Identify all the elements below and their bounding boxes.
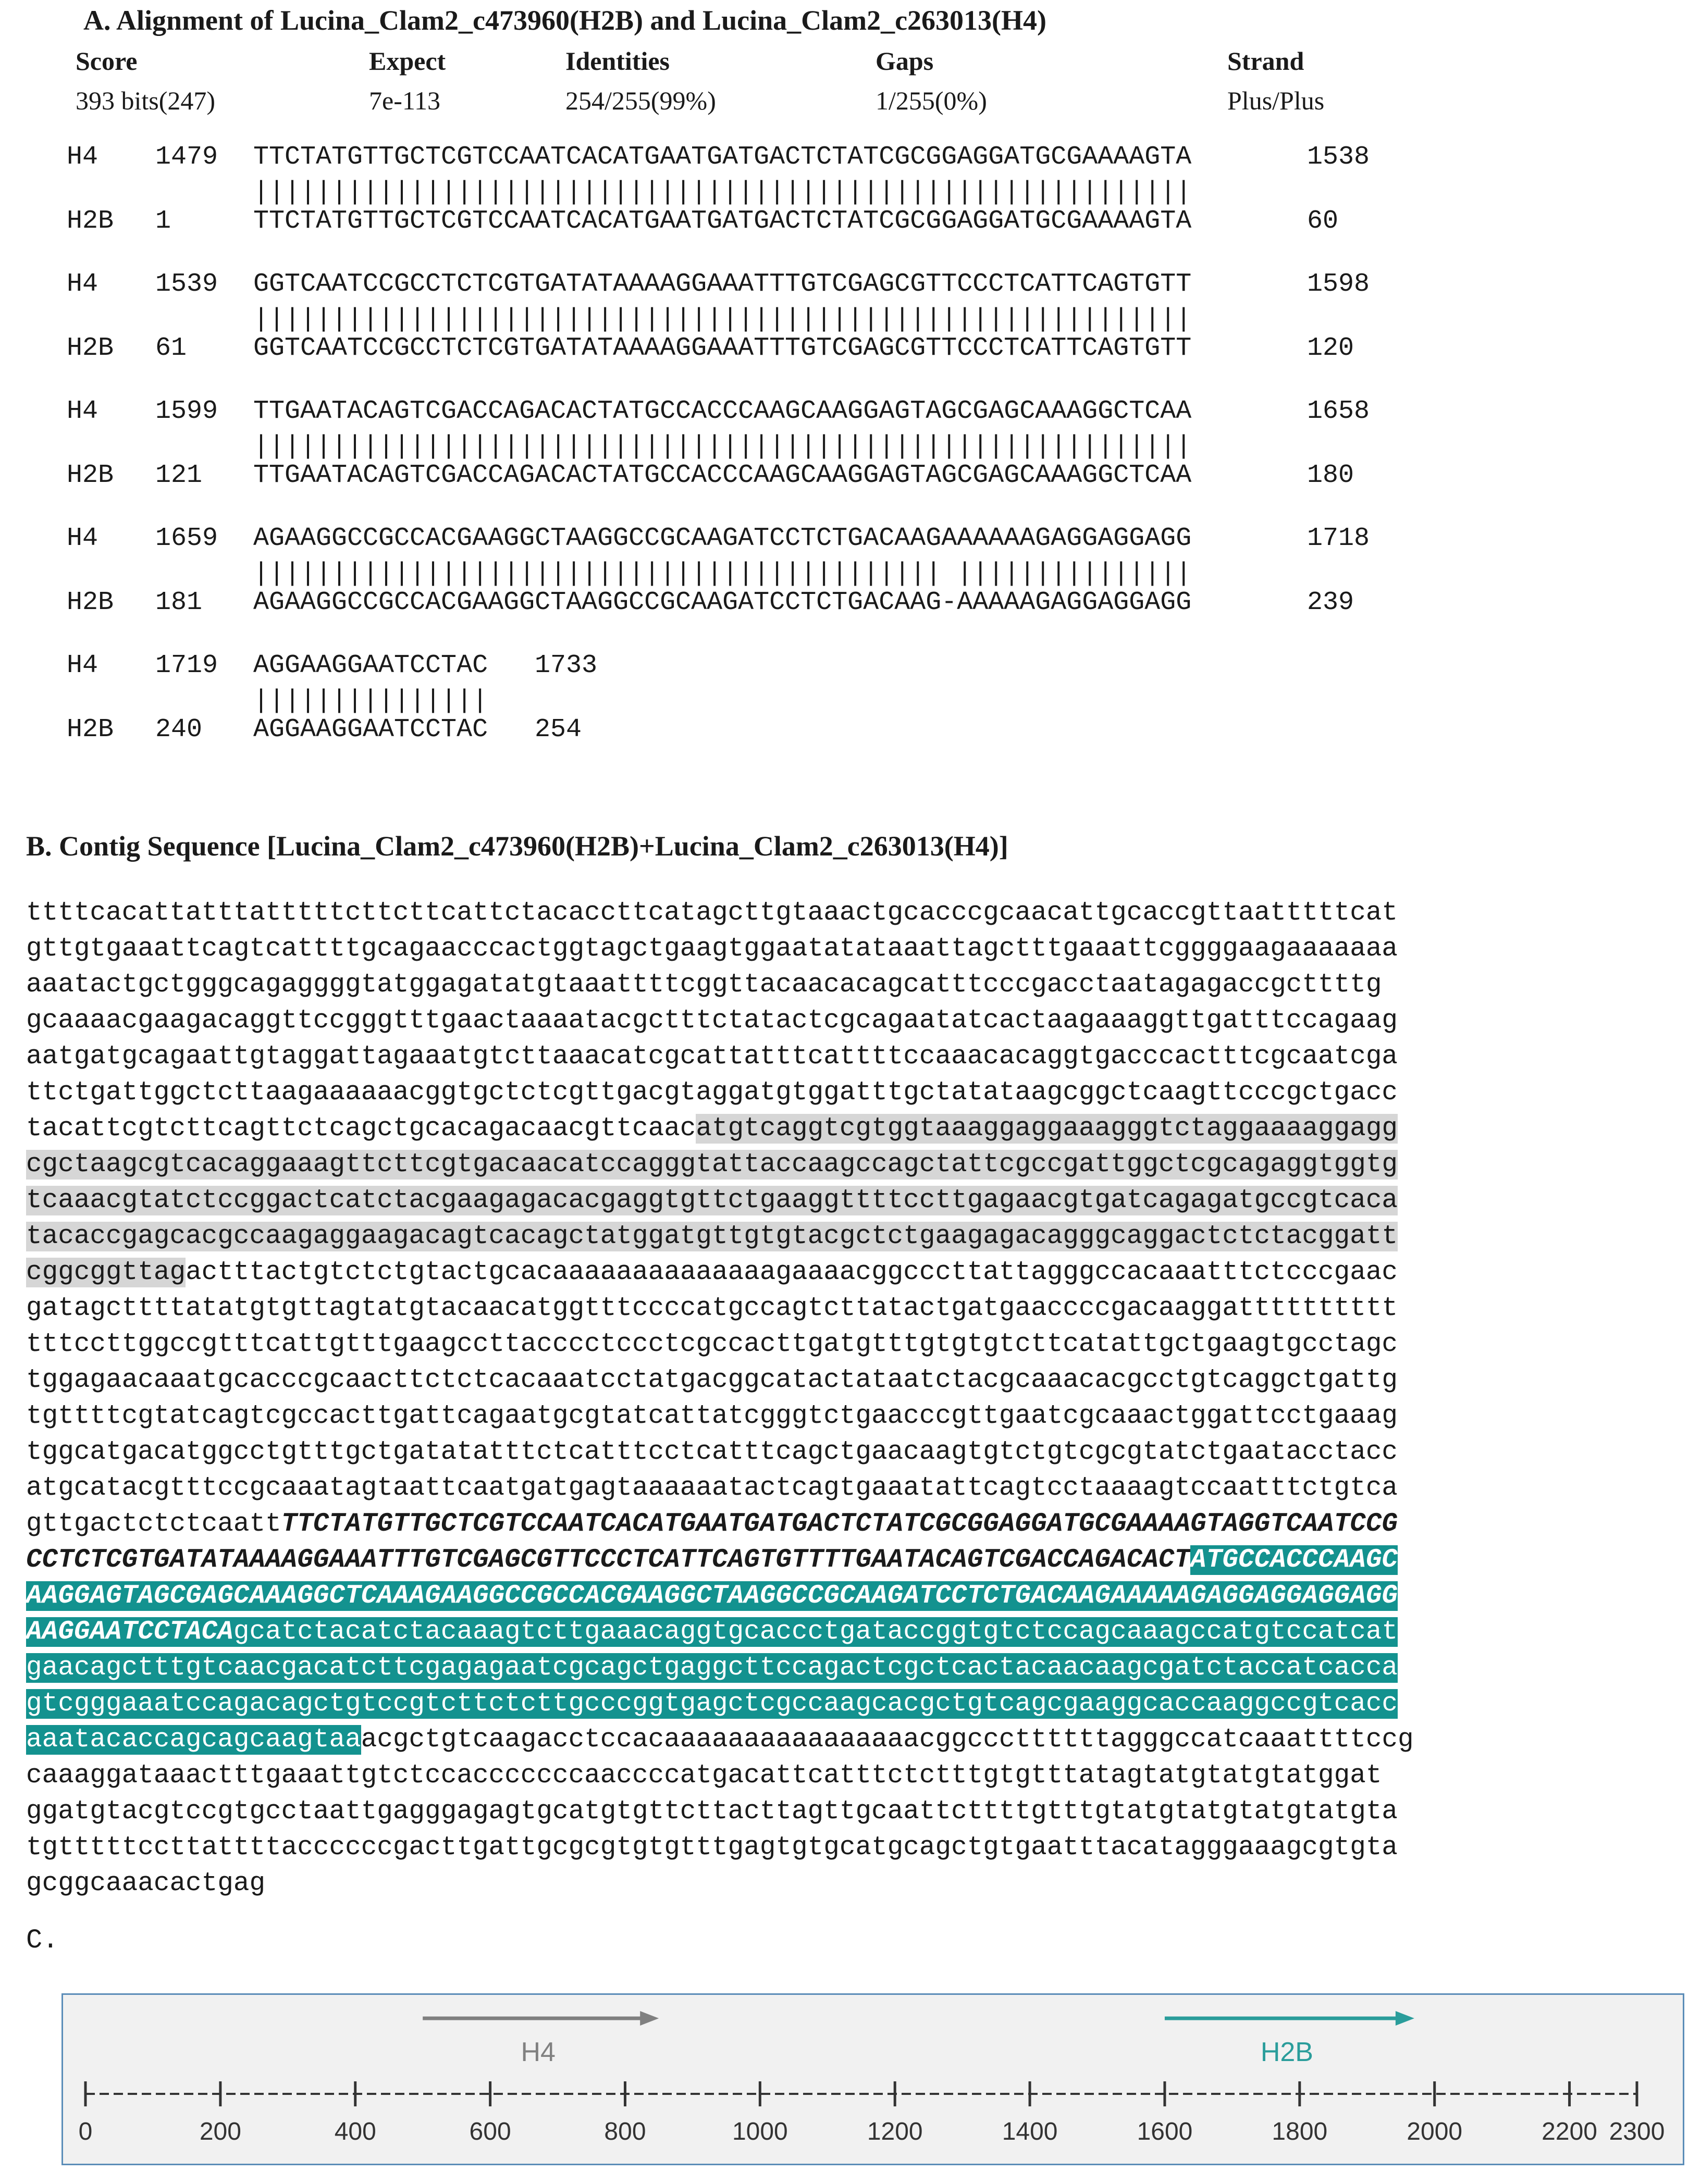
gene-arrowhead [1396, 2011, 1414, 2026]
match-line: |||||||||||||||||||||||||||||||||||||||||||| ||||||||||||||| [253, 559, 1192, 589]
sequence-segment: gttgtgaaattcagtcattttgcagaacccactggtagctgaagtggaatatataaattagctttgaaattcggggaagaaaaaaa [26, 934, 1398, 964]
contig-line [26, 1039, 1662, 1075]
contig-line [26, 1758, 1662, 1794]
tick-label: 1600 [1137, 2118, 1193, 2145]
stat-score [76, 46, 215, 116]
seq-id: H4 [67, 651, 98, 680]
tick-label: 1000 [732, 2118, 788, 2145]
stat-header: Strand [1227, 46, 1304, 76]
seq-start: 1539 [155, 269, 218, 299]
contig-line [26, 1866, 1662, 1902]
contig-line [26, 1147, 1662, 1183]
contig-line [26, 1794, 1662, 1830]
sequence-segment: gcatctacatctacaaagtcttgaaacaggtgcaccctgataccggtgtctccagcaaagccatgtccatcat [233, 1617, 1398, 1647]
sequence-segment: aatgatgcagaattgtaggattagaaatgtcttaaacatcgcattatttcattttccaaacacaggtgacccactttcgcaatcga [26, 1042, 1398, 1072]
sequence-segment: caaaggataaactttgaaattgtctccacccccccaaccccatgacattcatttctctttgtgtttatagtatgtatgtatggat [26, 1761, 1382, 1791]
seq-text: AGGAAGGAATCCTAC [253, 715, 488, 744]
gene-arrowhead [640, 2011, 659, 2026]
match-row [67, 686, 1474, 717]
contig-line [26, 1290, 1662, 1326]
sequence-segment: ATGCCACCCAAGC [1190, 1545, 1398, 1575]
match-row [67, 177, 1474, 208]
sequence-segment: cgctaagcgtcacaggaaagttcttcgtgacaacatccagggtattaccaagccagctattcgccgattggctcgcagaggtggtg [26, 1150, 1398, 1180]
tick-label: 2200 [1542, 2118, 1597, 2145]
sequence-segment: acgctgtcaagacctccacaaaaaaaaaaaaaaaacggcccttttttagggccatcaaattttccg [361, 1725, 1414, 1755]
sequence-segment: ttctgattggctcttaagaaaaaacggtgctctcgttgacgtaggatgtggatttgctatataagcggctcaagttcccgctgacc [26, 1078, 1398, 1108]
contig-line [26, 967, 1662, 1003]
tick-label: 1200 [867, 2118, 923, 2145]
section-b-title: B. Contig Sequence [Lucina_Clam2_c473960(H2B)+Lucina_Clam2_c263013(H4)] [26, 830, 1008, 862]
seq-text: TTGAATACAGTCGACCAGACACTATGCCACCCAAGCAAGGAGTAGCGAGCAAAGGCTCAA [253, 461, 1192, 490]
tick-label: 400 [334, 2118, 376, 2145]
sequence-segment: cggcggttag [26, 1258, 186, 1287]
sequence-segment: tgtttttccttattttaccccccgacttgattgcgcgtgtgtttgagtgtgcatgcagctgtgaatttacatagggaaagcgtgta [26, 1833, 1398, 1863]
sequence-segment: gcggcaaacactgag [26, 1869, 266, 1898]
sequence-segment: tacaccgagcacgccaagaggaagacagtcacagctatggatgttgtgtacgctctgaagagacagggcaggactctctacggatt [26, 1222, 1398, 1251]
tick-label: 2300 [1609, 2118, 1665, 2145]
sequence-segment: TTCTATGTTGCTCGTCCAATCACATGAATGATGACTCTATCGCGGAGGATGCGAAAAGTAGGTCAATCCG [281, 1509, 1398, 1539]
contig-line [26, 1362, 1662, 1398]
seq-end: 120 [1307, 333, 1354, 363]
sequence-segment: tttccttggccgtttcattgtttgaagccttacccctccctcgccacttgatgtttgtgtgtcttcatattgctgaagtgcctagc [26, 1330, 1398, 1359]
sequence-segment: gaacagctttgtcaacgacatcttcgagagaatcgcagctgaggcttccagactcgctcactacaacaagcgatctaccatcacca [26, 1653, 1398, 1683]
sequence-segment: actttactgtctctgtactgcacaaaaaaaaaaaaaagaaaacggcccttattagggccacaaatttctcccgaac [186, 1258, 1398, 1287]
stat-header: Expect [369, 46, 446, 76]
tick-label: 1400 [1002, 2118, 1058, 2145]
seq-start: 61 [155, 333, 187, 363]
sequence-segment: aaatactgctgggcagaggggtatggagatatgtaaattttcggttacaacacagcatttcccgacctaatagagaccgcttttg [26, 970, 1382, 1000]
sequence-segment: tcaaacgtatctccggactcatctacgaagagacacgaggtgttctgaaggttttccttgagaacgtgatcagagatgccgtcaca [26, 1186, 1398, 1215]
contig-line [26, 1003, 1662, 1039]
match-row [67, 431, 1474, 463]
seq-text: TTGAATACAGTCGACCAGACACTATGCCACCCAAGCAAGGAGTAGCGAGCAAAGGCTCAA [253, 396, 1192, 426]
sequence-segment: AAGGAGTAGCGAGCAAAGGCTCAAAGAAGGCCGCCACGAAGGCTAAGGCCGCAAGATCCTCTGACAAGAAAAAGAGGAGGAGGAGG [26, 1581, 1398, 1611]
gene-label: H2B [1260, 2037, 1313, 2067]
sequence-segment: ttttcacattatttatttttcttcttcattctacaccttcatagcttgtaaactgcacccgcaacattgcaccgttaatttttcat [26, 898, 1398, 928]
contig-line [26, 1398, 1662, 1434]
seq-end: 1718 [1307, 524, 1370, 553]
contig-line [26, 1111, 1662, 1147]
gene-label: H4 [521, 2037, 556, 2067]
seq-id: H4 [67, 396, 98, 426]
seq-id: H4 [67, 269, 98, 299]
stat-value: Plus/Plus [1227, 86, 1325, 115]
tick-label: 1800 [1272, 2118, 1328, 2145]
contig-line [26, 1722, 1662, 1758]
contig-line [26, 1183, 1662, 1219]
contig-line [26, 1470, 1662, 1506]
seq-start: 121 [155, 461, 203, 490]
contig-line [26, 1650, 1662, 1686]
stat-value: 7e-113 [369, 86, 440, 115]
sequence-segment: CCTCTCGTGATATAAAAGGAAATTTGTCGAGCGTTCCCTCATTCAGTGTTTTGAATACAGTCGACCAGACACT [26, 1545, 1191, 1575]
sequence-segment: tggcatgacatggcctgtttgctgatatatttctcatttcctcatttcagctgaacaagtgtctgtcgcgtatctgaatacctacc [26, 1437, 1398, 1467]
seq-text: AGGAAGGAATCCTAC [253, 651, 488, 680]
stat-strand [1227, 46, 1324, 116]
seq-end: 60 [1307, 206, 1339, 236]
section-a-title: A. Alignment of Lucina_Clam2_c473960(H2B) and Lucina_Clam2_c263013(H4) [83, 5, 1047, 36]
stat-header: Identities [565, 46, 670, 76]
sequence-segment: atgtcaggtcgtggtaaaggaggaaagggtctaggaaaaggagg [696, 1114, 1398, 1144]
contig-line [26, 931, 1662, 967]
sequence-segment: tggagaacaaatgcacccgcaacttctctcacaaatcctatgacggcatactataatctacgcaaacacgcctgtcaggctgattg [26, 1366, 1398, 1395]
seq-id: H2B [67, 333, 114, 363]
stat-expect [369, 46, 446, 116]
tick-label: 2000 [1407, 2118, 1463, 2145]
seq-end: 239 [1307, 588, 1354, 617]
contig-sequence [26, 895, 1662, 1902]
contig-line [26, 1255, 1662, 1290]
sequence-segment: gtcgggaaatccagacagctgtccgtcttctcttgcccggtgagctcgccaagcacgctgtcagcgaaggcaccaaggccgtcacc [26, 1689, 1398, 1719]
sequence-segment: aaatacaccagcagcaagtaa [26, 1725, 361, 1755]
contig-line [26, 1326, 1662, 1362]
stat-value: 393 bits(247) [76, 86, 216, 115]
gene-map [61, 1993, 1684, 2165]
sequence-segment: AAGGAATCCTACA [26, 1617, 233, 1647]
seq-id: H2B [67, 461, 114, 490]
tick-label: 600 [469, 2118, 511, 2145]
match-row [67, 304, 1474, 336]
stat-value: 1/255(0%) [876, 86, 987, 115]
seq-text: AGAAGGCCGCCACGAAGGCTAAGGCCGCAAGATCCTCTGACAAGAAAAAAGAGGAGGAGG [253, 524, 1192, 553]
seq-id: H4 [67, 524, 98, 553]
sequence-segment: gatagcttttatatgtgttagtatgtacaacatggtttccccatgccagtcttatactgatgaaccccgacaaggatttttttttt [26, 1294, 1398, 1323]
sequence-segment: ggatgtacgtccgtgcctaattgagggagagtgcatgtgttcttacttagttgcaattcttttgtttgtatgtatgtatgtatgta [26, 1797, 1398, 1827]
match-row [67, 559, 1474, 590]
seq-id: H2B [67, 588, 114, 617]
sequence-segment: tgttttcgtatcagtcgccacttgattcagaatgcgtatcattatcgggtctgaacccgttgaatcgcaaactggattcctgaaag [26, 1401, 1398, 1431]
contig-line [26, 1075, 1662, 1111]
seq-start: 1 [155, 206, 171, 236]
stat-value: 254/255(99%) [565, 86, 716, 115]
seq-start: 181 [155, 588, 203, 617]
stat-identities [565, 46, 716, 116]
seq-end: 1658 [1307, 396, 1370, 426]
seq-start: 240 [155, 715, 203, 744]
contig-line [26, 1434, 1662, 1470]
seq-end: 254 [535, 715, 582, 744]
contig-line [26, 1578, 1662, 1614]
contig-line [26, 1686, 1662, 1722]
seq-end: 1733 [535, 651, 598, 680]
seq-end: 1598 [1307, 269, 1370, 299]
seq-start: 1479 [155, 142, 218, 172]
seq-end: 180 [1307, 461, 1354, 490]
sequence-segment: tacattcgtcttcagttctcagctgcacagacaacgttcaac [26, 1114, 696, 1144]
seq-start: 1719 [155, 651, 218, 680]
seq-text: GGTCAATCCGCCTCTCGTGATATAAAAGGAAATTTGTCGAGCGTTCCCTCATTCAGTGTT [253, 269, 1192, 299]
sequence-segment: gttgactctctcaatt [26, 1509, 281, 1539]
match-line: ||||||||||||||| [253, 686, 488, 716]
stat-header: Gaps [876, 46, 934, 76]
sequence-segment: atgcatacgtttccgcaaatagtaattcaatgatgagtaaaaaatactcagtgaaatattcagtcctaaaagtccaatttctgtca [26, 1473, 1398, 1503]
gene-map-svg [63, 1995, 1683, 2164]
seq-text: TTCTATGTTGCTCGTCCAATCACATGAATGATGACTCTATCGCGGAGGATGCGAAAAGTA [253, 142, 1192, 172]
tick-label: 200 [199, 2118, 241, 2145]
seq-text: TTCTATGTTGCTCGTCCAATCACATGAATGATGACTCTATCGCGGAGGATGCGAAAAGTA [253, 206, 1192, 236]
tick-label: 800 [604, 2118, 646, 2145]
seq-id: H4 [67, 142, 98, 172]
contig-line [26, 1614, 1662, 1650]
match-line: |||||||||||||||||||||||||||||||||||||||||||||||||||||||||||| [253, 178, 1192, 207]
contig-line [26, 1830, 1662, 1866]
seq-id: H2B [67, 715, 114, 744]
seq-text: AGAAGGCCGCCACGAAGGCTAAGGCCGCAAGATCCTCTGACAAG-AAAAAGAGGAGGAGG [253, 588, 1192, 617]
seq-text: GGTCAATCCGCCTCTCGTGATATAAAAGGAAATTTGTCGAGCGTTCCCTCATTCAGTGTT [253, 333, 1192, 363]
match-line: |||||||||||||||||||||||||||||||||||||||||||||||||||||||||||| [253, 432, 1192, 462]
seq-start: 1659 [155, 524, 218, 553]
stat-header: Score [76, 46, 138, 76]
section-c-label: C. [26, 1925, 59, 1956]
seq-end: 1538 [1307, 142, 1370, 172]
subject-row [67, 715, 1474, 793]
contig-line [26, 1506, 1662, 1542]
contig-line [26, 1219, 1662, 1255]
match-line: |||||||||||||||||||||||||||||||||||||||||||||||||||||||||||| [253, 305, 1192, 334]
tick-label: 0 [78, 2118, 93, 2145]
contig-line [26, 895, 1662, 931]
sequence-segment: gcaaaacgaagacaggttccgggtttgaactaaaatacgctttctatactcgcagaatatcactaagaaaggttgatttccagaag [26, 1006, 1398, 1036]
stat-gaps [876, 46, 987, 116]
seq-id: H2B [67, 206, 114, 236]
contig-line [26, 1542, 1662, 1578]
seq-start: 1599 [155, 396, 218, 426]
